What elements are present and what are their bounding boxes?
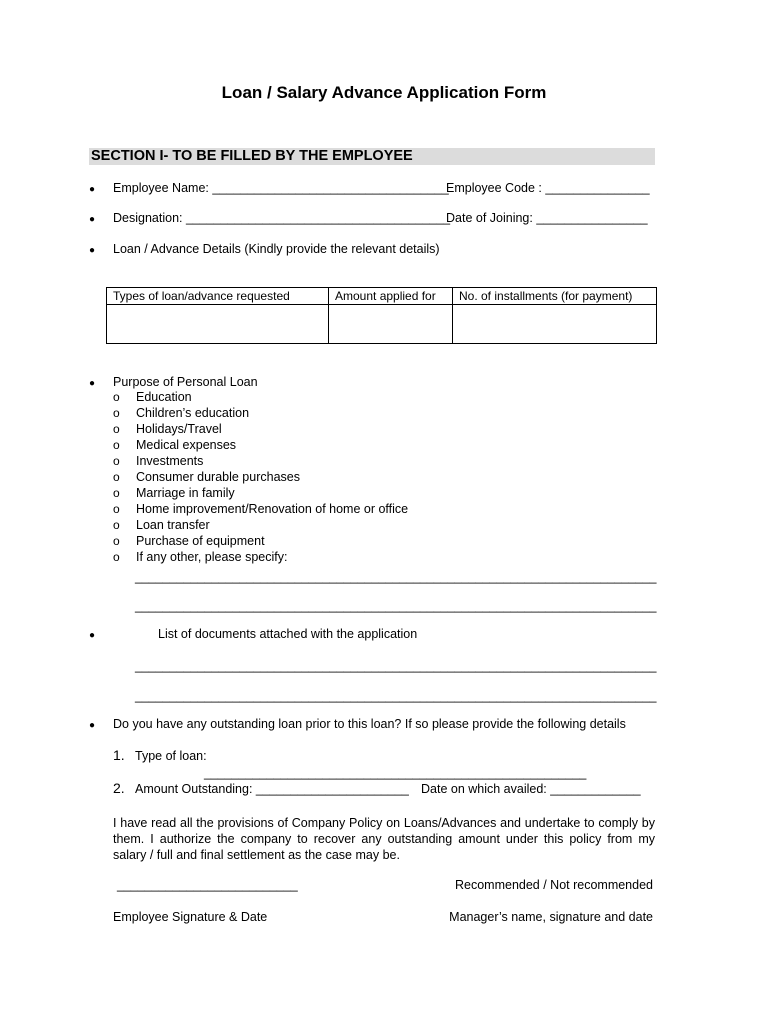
bullet-icon: ● [89, 378, 96, 389]
purpose-item[interactable]: Children’s education [136, 406, 250, 420]
purpose-label: Purpose of Personal Loan [113, 375, 258, 389]
purpose-item[interactable]: Purchase of equipment [136, 534, 265, 548]
table-header-amount: Amount applied for [329, 288, 453, 305]
purpose-item[interactable]: If any other, please specify: [136, 550, 288, 564]
type-of-loan-label: Type of loan: [135, 749, 207, 763]
number-1: 1. [113, 747, 125, 763]
amount-outstanding-field[interactable]: Amount Outstanding: ______________________ [135, 782, 409, 796]
bullet-icon: ● [89, 184, 96, 195]
specify-blank-2[interactable]: ___________________________________________________________________________ [135, 599, 657, 613]
amount-cell[interactable] [329, 305, 453, 344]
table-header-installments: No. of installments (for payment) [453, 288, 657, 305]
loan-details-label: Loan / Advance Details (Kindly provide the relevant details) [113, 242, 440, 256]
purpose-item[interactable]: Marriage in family [136, 486, 235, 500]
outstanding-question: Do you have any outstanding loan prior to this loan? If so please provide the following details [113, 717, 626, 731]
table-header-type: Types of loan/advance requested [107, 288, 329, 305]
purpose-item[interactable]: Medical expenses [136, 438, 237, 452]
purpose-item[interactable]: Consumer durable purchases [136, 470, 300, 484]
bullet-icon: ● [89, 630, 96, 641]
recommendation-label: Recommended / Not recommended [454, 878, 653, 892]
date-availed-field[interactable]: Date on which availed: _____________ [421, 782, 641, 796]
manager-signature-label: Manager’s name, signature and date [449, 910, 653, 924]
purpose-item[interactable]: Holidays/Travel [136, 422, 222, 436]
list-marker-icon: o [113, 470, 120, 484]
section-header: SECTION I- TO BE FILLED BY THE EMPLOYEE [91, 148, 413, 164]
list-marker-icon: o [113, 390, 120, 404]
employee-signature-blank[interactable]: __________________________ [117, 878, 298, 892]
declaration-paragraph: I have read all the provisions of Company Policy on Loans/Advances and undertake to comply by them. I authorize the company to recover any outstanding amount under this policy from my salary / full and final settlement as the case may be. [113, 816, 655, 862]
loan-type-cell[interactable] [107, 305, 329, 344]
date-of-joining-field[interactable]: Date of Joining: ________________ [446, 211, 648, 225]
purpose-item[interactable]: Home improvement/Renovation of home or office [136, 502, 409, 516]
documents-label: List of documents attached with the application [158, 627, 418, 641]
specify-blank-1[interactable]: ___________________________________________________________________________ [135, 570, 657, 584]
bullet-icon: ● [89, 214, 96, 225]
purpose-item[interactable]: Loan transfer [136, 518, 210, 532]
list-marker-icon: o [113, 518, 120, 532]
list-marker-icon: o [113, 534, 120, 548]
list-marker-icon: o [113, 454, 120, 468]
purpose-item[interactable]: Education [136, 390, 192, 404]
employee-name-field[interactable]: Employee Name: __________________________________ [113, 181, 449, 195]
employee-signature-label: Employee Signature & Date [113, 910, 268, 924]
type-of-loan-blank[interactable]: _______________________________________________________ [204, 766, 587, 780]
designation-field[interactable]: Designation: ______________________________________ [113, 211, 451, 225]
list-marker-icon: o [113, 438, 120, 452]
bullet-icon: ● [89, 245, 96, 256]
installments-cell[interactable] [453, 305, 657, 344]
bullet-icon: ● [89, 720, 96, 731]
purpose-item[interactable]: Investments [136, 454, 204, 468]
documents-blank-1[interactable]: ___________________________________________________________________________ [135, 659, 657, 673]
list-marker-icon: o [113, 406, 120, 420]
number-2: 2. [113, 780, 125, 796]
page-title: Loan / Salary Advance Application Form [221, 83, 547, 102]
documents-blank-2[interactable]: ___________________________________________________________________________ [135, 689, 657, 703]
list-marker-icon: o [113, 422, 120, 436]
list-marker-icon: o [113, 550, 120, 564]
list-marker-icon: o [113, 502, 120, 516]
list-marker-icon: o [113, 486, 120, 500]
employee-code-field[interactable]: Employee Code : _______________ [446, 181, 650, 195]
loan-details-table [106, 287, 657, 344]
